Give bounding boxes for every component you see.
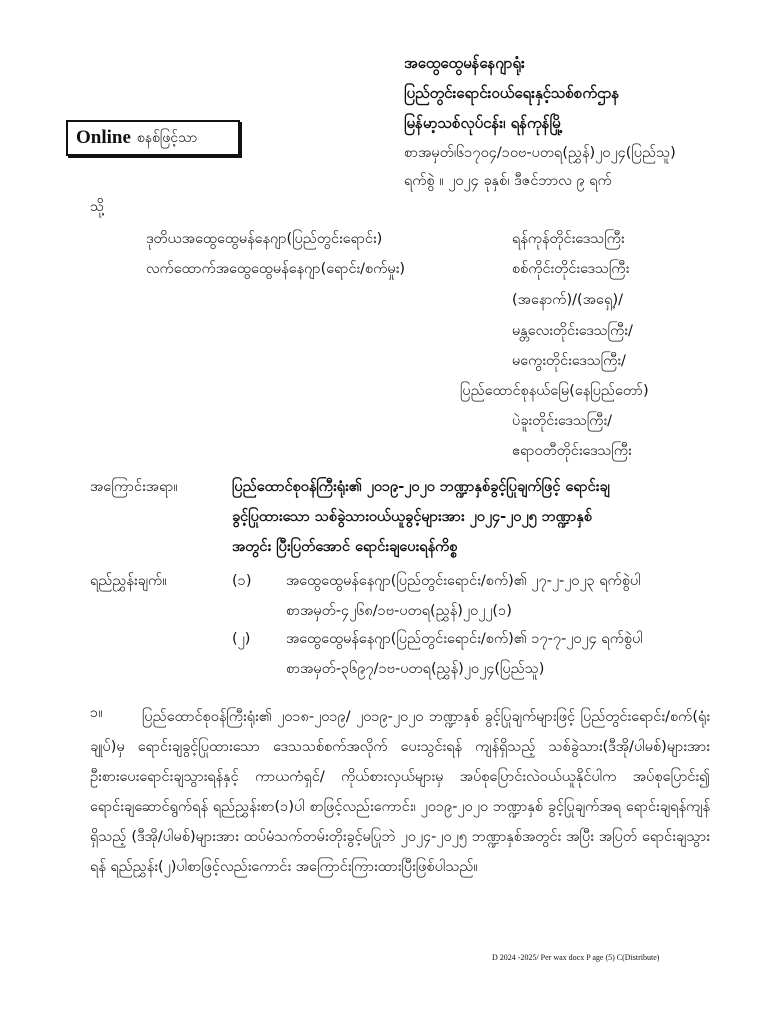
office-title: အထွေထွေမန်နေဂျာရုံး	[404, 54, 525, 72]
stamp-online-text: Online	[76, 127, 131, 148]
recipient-left-1: ဒုတိယအထွေထွေမန်နေဂျာ(ပြည်တွင်းရောင်း)	[146, 231, 383, 247]
recipient-region-8: ဧရာဝတီတိုင်းဒေသကြီး	[512, 443, 632, 459]
reference-1-number: (၁)	[232, 573, 252, 589]
recipient-region-2: စစ်ကိုင်းတိုင်းဒေသကြီး	[512, 261, 630, 277]
paragraph-number: ၁။	[90, 705, 103, 721]
recipient-region-1: ရန်ကုန်တိုင်းဒေသကြီး	[512, 231, 625, 247]
recipient-left-2: လက်ထောက်အထွေထွေမန်နေဂျာ(ရောင်း/စက်မှုး)	[146, 261, 406, 277]
subject-line-3: အတွင်း ပြီးပြတ်အောင် ရောင်းချပေးရန်ကိစ္စ	[232, 539, 458, 555]
department-title: ပြည်တွင်းရောင်းဝယ်ရေးနှင့်သစ်စက်ဌာန	[404, 84, 620, 102]
subject-line-1: ပြည်ထောင်စုဝန်ကြီးရုံး၏ ၂၀၁၉-၂၀၂၀ ဘဏ္ဍာနှစ်ခွင့်ပြုချက်ဖြင့် ရောင်းချ	[232, 479, 610, 495]
reference-2-line-1: အထွေထွေမန်နေဂျာ(ပြည်တွင်းရောင်း/စက်)၏ ၁၇-၇-၂၀၂၄ ရက်စွဲပါ	[286, 631, 643, 647]
recipient-region-5: မကွေးတိုင်းဒေသကြီး/	[512, 353, 626, 369]
recipient-region-3: (အနောက်)/(အရှေ့)/	[512, 292, 624, 308]
subject-line-2: ခွင့်ပြုထားသော သစ်ခွဲသားဝယ်ယူခွင့်များအား ၂၀၂၄-၂၀၂၅ ဘဏ္ဍာနှစ်	[232, 509, 592, 525]
stamp-system-text: စနစ်ဖြင့်သာ	[136, 129, 198, 146]
reference-2-line-2: စာအမှတ်-၃၆၉၇/၁ဗ-ပတရ(ညွှန်)၂၀၂၄(ပြည်သူ)	[286, 661, 545, 677]
organization-title: မြန်မာ့သစ်လုပ်ငန်း၊ ရန်ကုန်မြို့	[404, 114, 563, 132]
recipient-region-6: ပြည်ထောင်စုနယ်မြေ(နေပြည်တော်)	[460, 383, 649, 399]
letter-reference-number: စာအမှတ်၊၆၁၇၀၄/၁၀ဗ-ပတရ(ညွှန်)၂၀၂၄(ပြည်သူ)	[404, 145, 676, 161]
recipient-region-7: ပဲခူးတိုင်းဒေသကြီး/	[512, 413, 613, 429]
subject-label: အကြောင်းအရာ။	[90, 479, 178, 495]
reference-2-number: (၂)	[232, 631, 251, 647]
document-footer: D 2024 -2025/ Per wax docx P age (5) C(Distribute)	[492, 953, 660, 962]
letter-date: ရက်စွဲ ။ ၂၀၂၄ ခုနှစ်၊ ဒီဇင်ဘာလ ၉ ရက်	[404, 173, 612, 189]
recipient-region-4: မန္တလေးတိုင်းဒေသကြီး/	[512, 323, 633, 339]
online-only-stamp	[66, 120, 240, 156]
body-paragraph: ပြည်ထောင်စုဝန်ကြီးရုံး၏ ၂၀၁၈-၂၀၁၉/ ၂၀၁၉-၂၀၂၀ ဘဏ္ဍာနှစ် ခွင့်ပြုချက်များဖြင့် ပြည်တွင်းရောင်း/စက်(ရုံးချုပ်)မှ ရောင်းချခွင့်ပြုထားသော ဒေသသစ်စက်အလိုက် ပေးသွင်းရန် ကျန်ရှိသည့် သစ်ခွဲသား(ဒီအို/ပါမစ်)များအား ဦးစားပေးရောင်းချသွားရန်နှင့် ကာယကံရှင်/ ကိုယ်စားလှယ်များမှ အပ်စုပြောင်းလဲဝယ်ယူနိုင်ပါက အပ်စုပြောင်း၍ ရောင်းချဆောင်ရွက်ရန် ရည်ညွှန်းစာ(၁)ပါ စာဖြင့်လည်းကောင်း၊ ၂၀၁၉-၂၀၂၀ ဘဏ္ဍာနှစ် ခွင့်ပြုချက်အရ ရောင်းချရန်ကျန် ရှိသည့် (ဒီအို/ပါမစ်)များအား ထပ်မံသက်တမ်းတိုးခွင့်မပြုဘဲ ၂၀၂၄-၂၀၂၅ ဘဏ္ဍာနှစ်အတွင်း အပြီး အပြတ် ရောင်းချသွားရန် ရည်ညွှန်း(၂)ပါစာဖြင့်လည်းကောင်း အကြောင်းကြားထားပြီးဖြစ်ပါသည်။	[90, 709, 710, 875]
reference-label: ရည်ညွှန်းချက်။	[90, 573, 167, 589]
to-label: သို့	[90, 199, 105, 215]
reference-1-line-2: စာအမှတ်-၄၂၆၈/၁ဗ-ပတရ(ညွှန်)၂၀၂၂(၁)	[286, 603, 512, 619]
reference-1-line-1: အထွေထွေမန်နေဂျာ(ပြည်တွင်းရောင်း/စက်)၏ ၂၇-၂-၂၀၂၃ ရက်စွဲပါ	[286, 573, 641, 589]
